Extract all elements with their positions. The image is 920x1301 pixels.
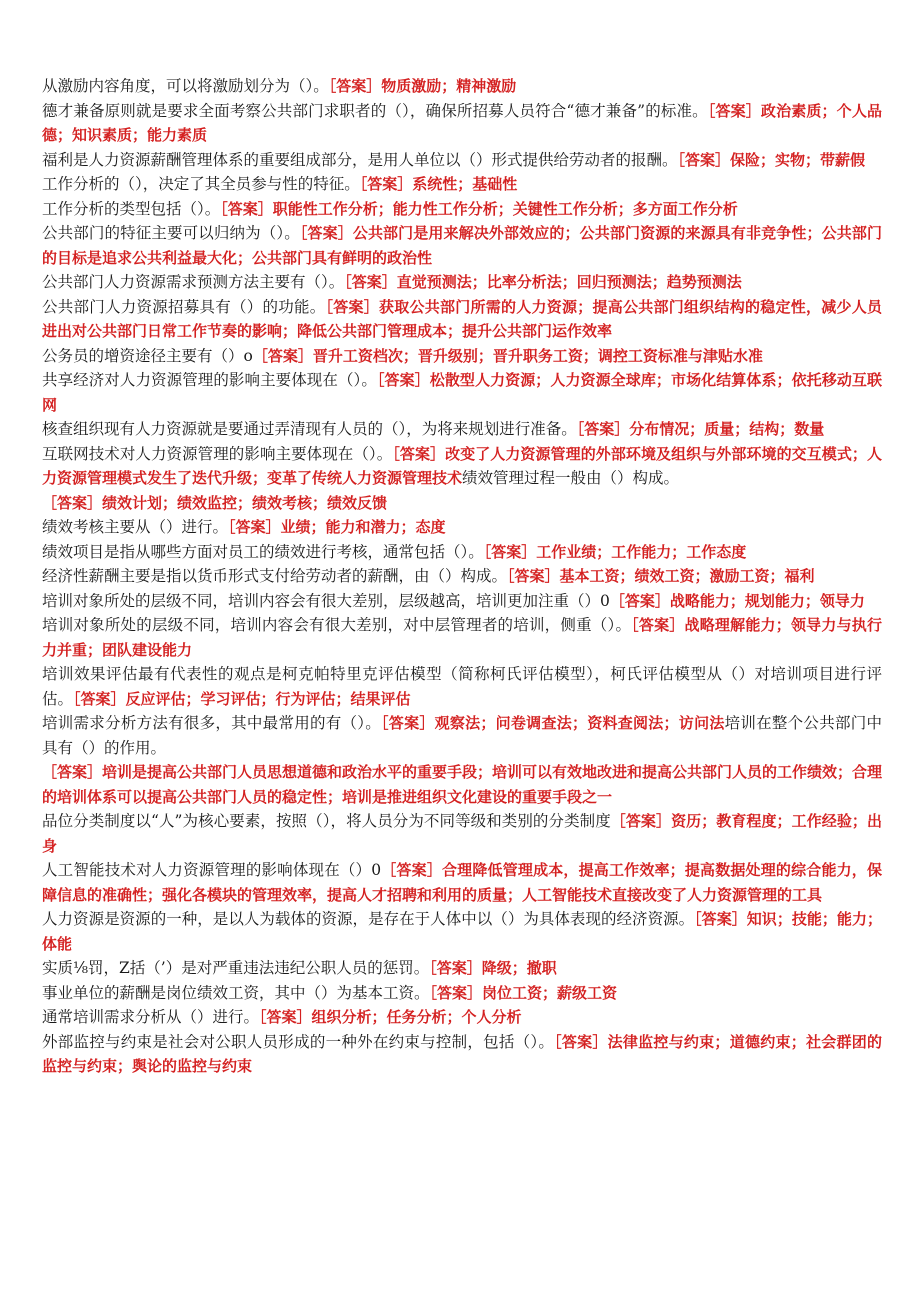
qa-entry (42, 981, 882, 1006)
answer-text: ［答案］工作业绩；工作能力；工作态度 (483, 542, 747, 561)
qa-entry (42, 1005, 882, 1030)
qa-entry (42, 760, 882, 809)
qa-entry (42, 1030, 882, 1079)
qa-entry (42, 99, 882, 148)
answer-text: ［答案］岗位工资；薪级工资 (429, 983, 618, 1002)
qa-entry (42, 956, 882, 981)
answer-text: ［答案］政治素质；个人品德；知识素质；能力素质 (42, 101, 882, 144)
qa-entry (42, 197, 882, 222)
qa-entry (42, 74, 882, 99)
qa-entry (42, 564, 882, 589)
question-text: 实质⅛罚，Z括（’）是对严重违法违纪公职人员的惩罚。 (42, 959, 430, 977)
qa-entry (42, 858, 882, 907)
qa-entry (42, 221, 882, 270)
question-text: 工作分析的类型包括（）。 (42, 199, 221, 218)
answer-text: ［答案］获取公共部门所需的人力资源；提高公共部门组织结构的稳定性，减少人员进出对公共部门日常工作节奏的影响；降低公共部门管理成本；提升公共部门运作效率 (42, 297, 882, 340)
question-text: 培训对象所处的层级不同，培训内容会有很大差别，层级越高，培训更加注重（）0 (42, 591, 610, 610)
answer-text: ［答案］直觉预测法；比率分析法；回归预测法；趋势预测法 (344, 273, 742, 291)
question-text: 互联网技术对人力资源管理的影响主要体现在（）。 (42, 444, 393, 463)
qa-entry (42, 368, 882, 417)
qa-entry (42, 442, 882, 491)
qa-entry (42, 540, 882, 565)
answer-text: ［答案］组织分析；任务分析；个人分析 (259, 1008, 522, 1026)
qa-entry (42, 515, 882, 540)
answer-text: ［答案］绩效计划；绩效监控；绩效考核；绩效反馈 (42, 493, 388, 512)
question-text: 公务员的增资途径主要有（）o (42, 346, 253, 365)
answer-text: ［答案］合理降低管理成本，提高工作效率；提高数据处理的综合能力，保障信息的准确性；强化各模块的管理效率，提高人才招聘和利用的质量；人工智能技术直接改变了人力资源管理的工具 (42, 861, 882, 904)
answer-text: ［答案］职能性工作分析；能力性工作分析；关键性工作分析；多方面工作分析 (220, 199, 738, 218)
question-text: 培训在整个公共部门中具有（）的作用。 (42, 714, 882, 757)
question-text: 绩效项目是指从哪些方面对员工的绩效进行考核，通常包括（）。 (42, 542, 484, 561)
document-page (42, 74, 882, 1079)
answer-text: ［答案］业绩；能力和潜力；态度 (228, 518, 446, 536)
answer-text: ［答案］晋升工资档次；晋升级别；晋升职务工资；调控工资标准与津贴水准 (252, 346, 763, 365)
answer-text: ［答案］分布情况；质量；结构；数量 (576, 420, 825, 438)
question-text: 培训效果评估最有代表性的观点是柯克帕特里克评估模型（简称柯氏评估模型），柯氏评估模型从（）对培训项目进行评估。 (42, 665, 882, 708)
question-text: 绩效管理过程一般由（）构成。 (462, 469, 680, 487)
qa-entry (42, 613, 882, 662)
answer-text: ［答案］知识；技能；能力；体能 (42, 910, 882, 953)
qa-entry (42, 344, 882, 369)
question-text: 公共部门的特征主要可以归纳为（）。 (42, 224, 300, 242)
question-text: 核查组织现有人力资源就是要通过弄清现有人员的（），为将来规划进行准备。 (42, 420, 577, 438)
answer-text: ［答案］公共部门是用来解决外部效应的；公共部门资源的来源具有非竞争性；公共部门的目标是追求公共利益最大化；公共部门具有鲜明的政治性 (42, 224, 882, 267)
qa-entry (42, 491, 882, 516)
question-text: 通常培训需求分析从（）进行。 (42, 1008, 260, 1026)
answer-text: ［答案］法律监控与约束；道德约束；社会群团的监控与约束；舆论的监控与约束 (42, 1032, 882, 1075)
qa-entry (42, 711, 882, 760)
question-text: 人力资源是资源的一种，是以人为载体的资源，是存在于人体中以（）为具体表现的经济资源。 (42, 910, 695, 928)
question-text: 德才兼备原则就是要求全面考察公共部门求职者的（），确保所招募人员符合“德才兼备”的标准。 (42, 101, 708, 120)
qa-entry (42, 907, 882, 956)
answer-text: ［答案］观察法；问卷调查法；资料查阅法；访问法 (381, 714, 725, 732)
qa-entry (42, 295, 882, 344)
answer-text: ［答案］系统性；基础性 (359, 175, 518, 193)
question-text: 绩效考核主要从（）进行。 (42, 518, 229, 536)
question-text: 人工智能技术对人力资源管理的影响体现在（）0 (42, 861, 382, 879)
qa-entry (42, 809, 882, 858)
question-text: 公共部门人力资源需求预测方法主要有（）。 (42, 273, 345, 291)
question-text: 福利是人力资源薪酬管理体系的重要组成部分，是用人单位以（）形式提供给劳动者的报酬。 (42, 150, 678, 169)
answer-text: ［答案］改变了人力资源管理的外部环境及组织与外部环境的交互模式；人力资源管理模式发生了迭代升级；变革了传统人力资源管理技术 (42, 444, 882, 487)
question-text: 经济性薪酬主要是指以货币形式支付给劳动者的薪酬，由（）构成。 (42, 567, 508, 585)
question-text: 事业单位的薪酬是岗位绩效工资，其中（）为基本工资。 (42, 983, 430, 1002)
qa-entry (42, 662, 882, 711)
answer-text: ［答案］保险；实物；带薪假 (677, 150, 866, 169)
answer-text: ［答案］松散型人力资源；人力资源全球库；市场化结算体系；依托移动互联网 (42, 371, 882, 414)
answer-text: ［答案］战略理解能力；领导力与执行力并重；团队建设能力 (42, 616, 882, 659)
question-text: 共享经济对人力资源管理的影响主要体现在（）。 (42, 371, 377, 389)
qa-entry (42, 172, 882, 197)
question-text: 培训需求分析方法有很多，其中最常用的有（）。 (42, 714, 382, 732)
qa-entry (42, 270, 882, 295)
question-text: 培训对象所处的层级不同，培训内容会有很大差别，对中层管理者的培训，侧重（）。 (42, 616, 632, 634)
question-text: 外部监控与约束是社会对公职人员形成的一种外在约束与控制，包括（）。 (42, 1032, 555, 1051)
answer-text: ［答案］战略能力；规划能力；领导力 (609, 591, 865, 610)
qa-entry (42, 148, 882, 173)
question-text: 工作分析的（），决定了其全员参与性的特征。 (42, 175, 360, 193)
question-text: 公共部门人力资源招募具有（）的功能。 (42, 297, 326, 316)
answer-text: ［答案］培训是提高公共部门人员思想道德和政治水平的重要手段；培训可以有效地改进和提高公共部门人员的工作绩效；合理的培训体系可以提高公共部门人员的稳定性；培训是推进组织文化建设的重要手段之一 (42, 763, 883, 806)
question-text: 从激励内容角度，可以将激励划分为（）。 (42, 77, 329, 95)
answer-text: ［答案］资历；教育程度；工作经验；出身 (42, 812, 882, 855)
answer-text: ［答案］反应评估；学习评估；行为评估；结果评估 (73, 689, 411, 708)
qa-entry (42, 417, 882, 442)
qa-entry (42, 589, 882, 614)
answer-text: ［答案］物质激励；精神激励 (328, 77, 517, 95)
answer-text: ［答案］降级；撤职 (429, 959, 557, 977)
question-text: 品位分类制度以“人”为核心要素，按照（），将人员分为不同等级和类别的分类制度 (42, 812, 611, 830)
answer-text: ［答案］基本工资；绩效工资；激励工资；福利 (507, 567, 815, 585)
